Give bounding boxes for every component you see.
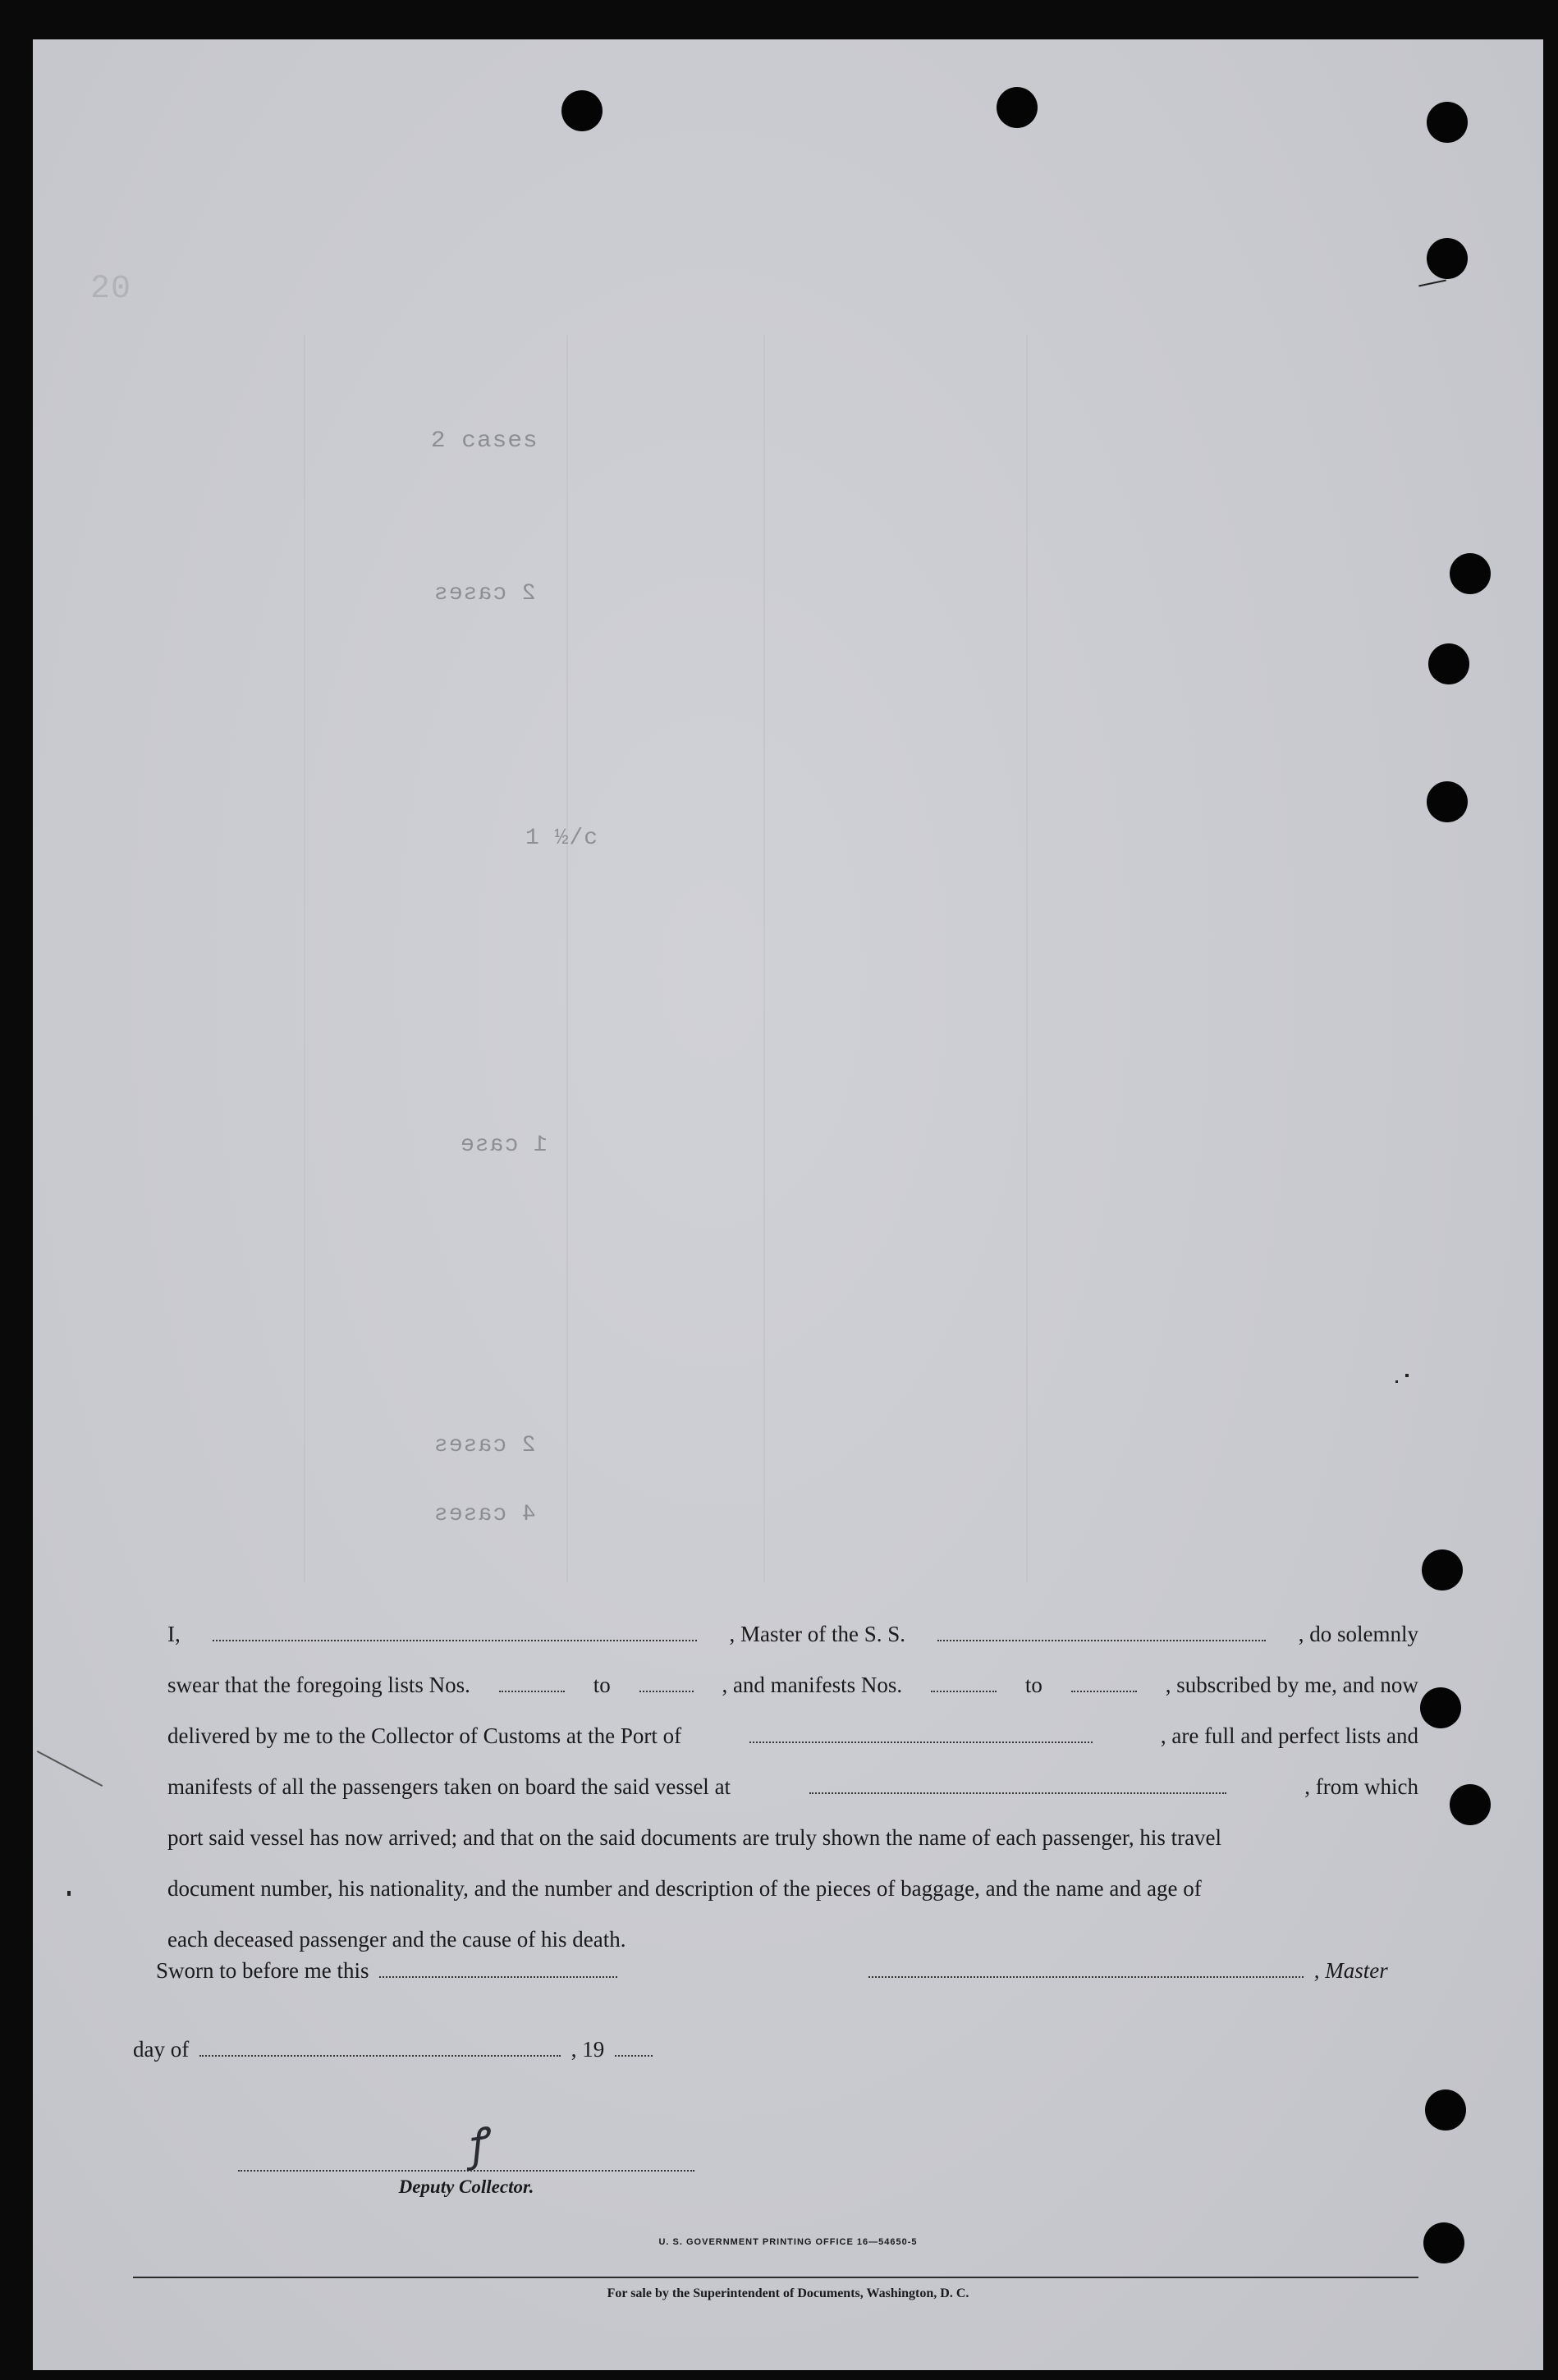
sworn-label: Sworn to before me this: [156, 1958, 369, 1983]
month-fill-line[interactable]: [199, 2047, 561, 2057]
oath-text: document number, his nationality, and the number and description of the pieces of baggage, and the name and age of: [167, 1876, 1202, 1901]
oath-text: , and manifests Nos.: [722, 1673, 903, 1697]
punch-hole: [997, 87, 1038, 128]
master-label: , Master: [1313, 1958, 1388, 1983]
oath-text: manifests of all the passengers taken on board the said vessel at: [167, 1774, 731, 1799]
bleed-through-text: 2 cases: [430, 428, 538, 454]
bleed-through-rule: [304, 335, 305, 1582]
oath-text: , Master of the S. S.: [729, 1622, 905, 1646]
punch-hole: [561, 90, 603, 131]
scan-mark: [1418, 279, 1446, 286]
bleed-through-rule: [1026, 335, 1028, 1582]
punch-hole: [1427, 102, 1468, 143]
punch-hole: [1450, 553, 1491, 594]
oath-text: I,: [167, 1622, 181, 1646]
day-of-row: [133, 2037, 658, 2062]
scan-mark: [67, 1891, 71, 1896]
ship-fill-line[interactable]: [937, 1632, 1266, 1641]
printing-office-imprint: U. S. GOVERNMENT PRINTING OFFICE 16—54650-5: [658, 2237, 918, 2247]
list-from-fill-line[interactable]: [499, 1682, 565, 1692]
oath-line: [167, 1761, 1418, 1812]
scan-mark: [37, 1751, 103, 1787]
deputy-collector-label: Deputy Collector.: [398, 2176, 534, 2197]
scan-mark: [1405, 1374, 1409, 1377]
bleed-through-text: 1 case: [460, 1133, 548, 1158]
bleed-through-text: 1 ½/c: [525, 826, 599, 851]
document-page: [33, 39, 1543, 2370]
oath-line: [167, 1659, 1418, 1710]
punch-hole: [1425, 2089, 1466, 2131]
oath-text: to: [593, 1673, 611, 1697]
port-fill-line[interactable]: [749, 1733, 1093, 1743]
list-to-fill-line[interactable]: [639, 1682, 694, 1692]
day-of-label: day of: [133, 2037, 190, 2062]
for-sale-note: For sale by the Superintendent of Documents, Washington, D. C.: [607, 2286, 969, 2300]
punch-hole: [1420, 1687, 1461, 1728]
oath-line: [167, 1863, 1418, 1914]
oath-text: to: [1024, 1673, 1042, 1697]
oath-text: , subscribed by me, and now: [1165, 1673, 1418, 1697]
name-fill-line[interactable]: [213, 1632, 697, 1641]
punch-hole: [1450, 1784, 1491, 1825]
oath-text: swear that the foregoing lists Nos.: [167, 1673, 470, 1697]
bleed-through-text: 2 cases: [433, 1433, 536, 1458]
footer-rule: [133, 2277, 1418, 2278]
oath-line: [167, 1710, 1418, 1761]
sworn-date-fill-line[interactable]: [379, 1968, 617, 1978]
bleed-through-text: 4 cases: [433, 1502, 536, 1527]
punch-hole: [1422, 1549, 1463, 1590]
oath-line: [167, 1609, 1418, 1659]
oath-paragraph: [167, 1609, 1418, 1965]
sworn-row: [156, 1958, 622, 1984]
manifest-to-fill-line[interactable]: [1071, 1682, 1137, 1692]
bleed-through-rule: [763, 335, 765, 1582]
oath-line: [167, 1914, 1418, 1965]
handwritten-initials: ꝭ: [463, 2121, 490, 2171]
punch-hole: [1423, 2222, 1464, 2263]
oath-text: port said vessel has now arrived; and that on the said documents are truly shown the name of each passenger, his travel: [167, 1825, 1222, 1850]
bleed-through-text: 2 cases: [433, 581, 536, 606]
punch-hole: [1427, 238, 1468, 279]
oath-text: , do solemnly: [1298, 1622, 1418, 1646]
bleed-through-rule: [566, 335, 568, 1582]
oath-text: each deceased passenger and the cause of his death.: [167, 1927, 626, 1952]
punch-hole: [1428, 643, 1469, 684]
oath-text: , from which: [1304, 1774, 1418, 1799]
oath-text: delivered by me to the Collector of Customs at the Port of: [167, 1723, 682, 1748]
manifest-from-fill-line[interactable]: [931, 1682, 997, 1692]
oath-text: , are full and perfect lists and: [1160, 1723, 1418, 1748]
scan-mark: [1395, 1380, 1398, 1383]
bleed-through-header-number: 20: [90, 271, 132, 308]
year-fill-line[interactable]: [615, 2047, 653, 2057]
oath-line: [167, 1812, 1418, 1863]
master-signature-line[interactable]: [868, 1968, 1304, 1978]
year-label: , 19: [571, 2037, 605, 2062]
departure-port-fill-line[interactable]: [809, 1784, 1226, 1794]
punch-hole: [1427, 781, 1468, 822]
master-row: [864, 1958, 1388, 1984]
deputy-collector-signature: [238, 2170, 694, 2198]
